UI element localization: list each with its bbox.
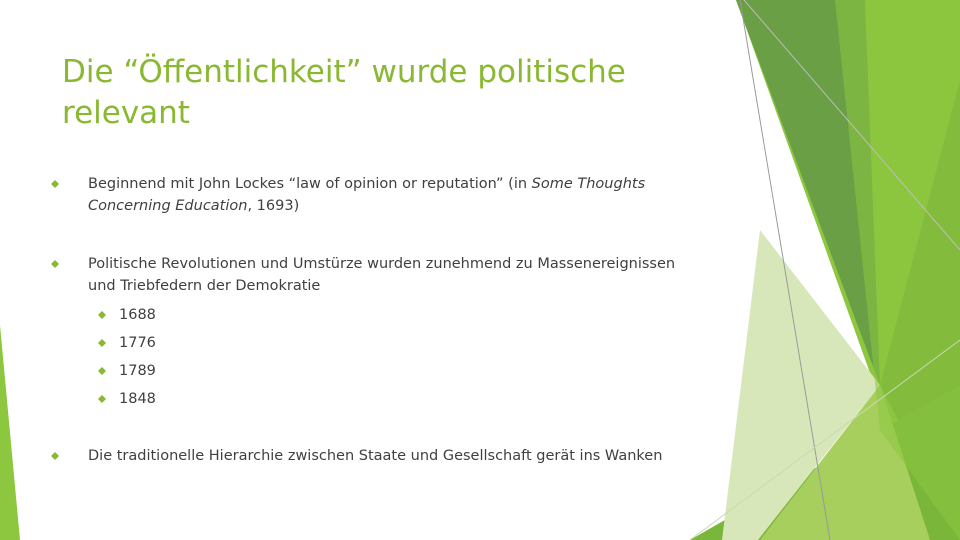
diamond-bullet-icon: [98, 367, 106, 375]
sub-bullet-item: [98, 360, 156, 382]
sub-bullet-item: [98, 304, 156, 326]
bullet-text: Die traditionelle Hierarchie zwischen Staate und Gesellschaft gerät ins Wanken: [88, 448, 663, 464]
bullet-text: Politische Revolutionen und Umstürze wurden zunehmend zu Massenereignissen und Triebfedern der Demokratie: [88, 256, 676, 294]
diamond-bullet-icon: [51, 180, 59, 188]
book-title: Some Thoughts Concerning Education: [88, 176, 646, 214]
year-text: 1776: [119, 335, 156, 351]
year-text: 1789: [119, 363, 156, 379]
diamond-bullet-icon: [98, 395, 106, 403]
sub-bullet-item: [98, 332, 156, 354]
bullet-item: [51, 445, 751, 467]
diamond-bullet-icon: [51, 452, 59, 460]
slide-title: Die “Öffentlichkeit” wurde politische relevant: [62, 54, 626, 131]
diamond-bullet-icon: [98, 339, 106, 347]
bullet-item: [51, 253, 701, 297]
year-text: 1848: [119, 391, 156, 407]
year-text: 1688: [119, 307, 156, 323]
sub-bullet-item: [98, 388, 156, 410]
diamond-bullet-icon: [98, 311, 106, 319]
bullet-text: Beginnend mit John Lockes “law of opinion or reputation” (in Some Thoughts Concerning Education, 1693): [88, 176, 646, 214]
diamond-bullet-icon: [51, 260, 59, 268]
bullet-item: [51, 173, 701, 217]
